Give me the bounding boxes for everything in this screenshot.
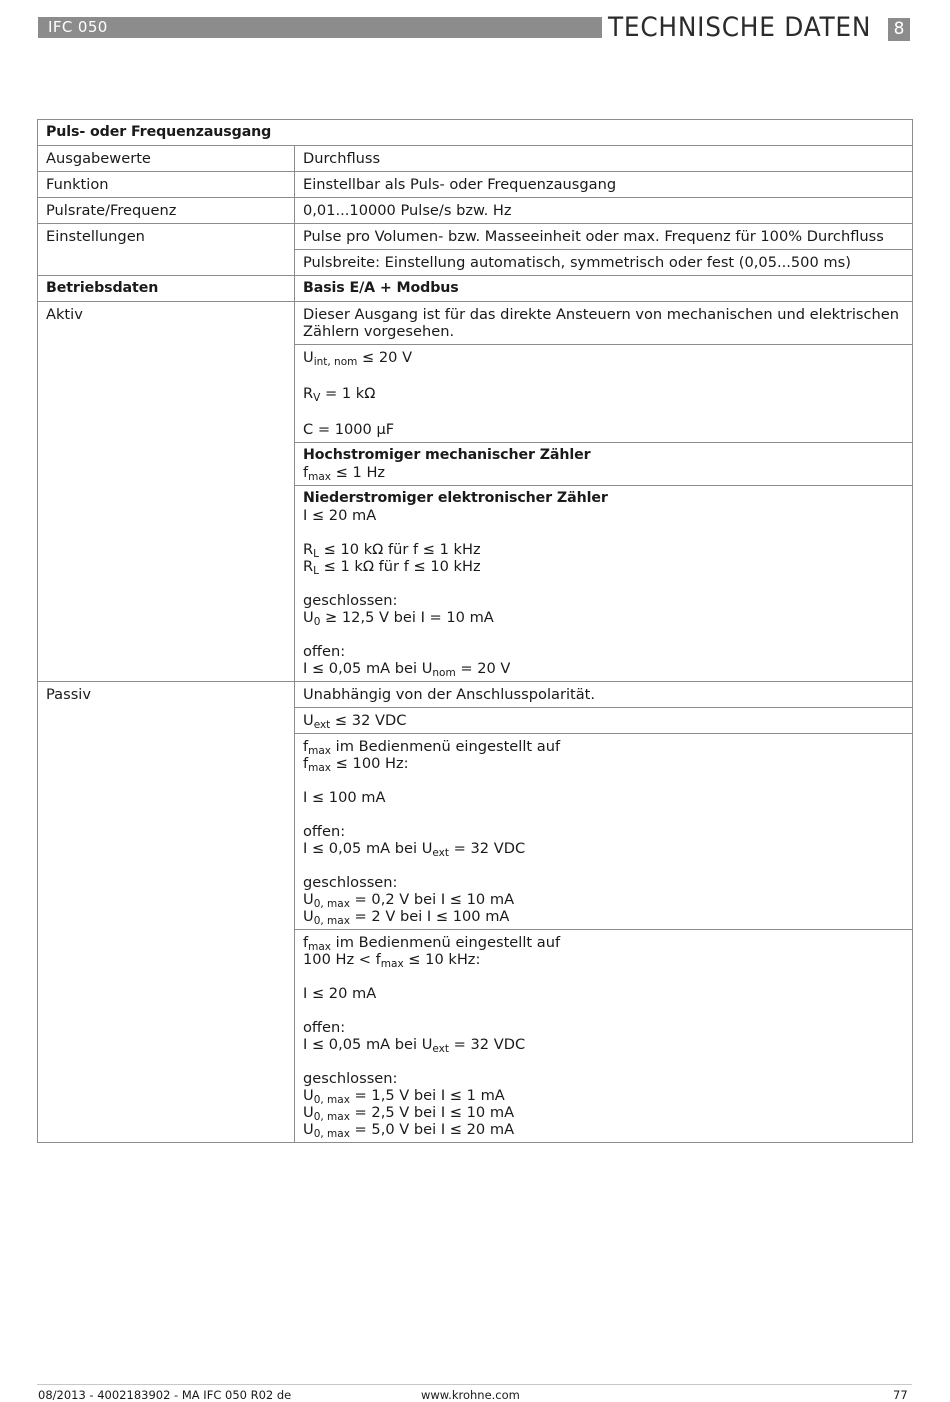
table-row bbox=[38, 172, 913, 198]
spec-table bbox=[37, 119, 913, 1143]
niederstrom-rl-2: $R_L \le 1$ kΩ für f ≤ 10 kHz bbox=[303, 558, 481, 577]
capacitance-line: C = 1000 µF bbox=[303, 421, 395, 438]
passiv-current: I ≤ 20 mA bbox=[303, 985, 377, 1002]
row-value: Durchfluss bbox=[295, 146, 913, 172]
offen-current: I ≤ 0,05 mA bei $U_{nom} = 20$ V bbox=[303, 660, 511, 679]
u0-line: $U_0 \ge 12,5$ V bei I = 10 mA bbox=[303, 609, 494, 628]
row-value: Pulse pro Volumen- bzw. Masseeinheit oder max. Frequenz für 100% Durchfluss bbox=[295, 224, 913, 250]
footer-page-number: 77 bbox=[893, 1388, 908, 1402]
row-value: Einstellbar als Puls- oder Frequenzausgang bbox=[295, 172, 913, 198]
offen-label: offen: bbox=[303, 643, 346, 660]
row-label-aktiv: Aktiv bbox=[38, 302, 295, 682]
row-label: Einstellungen bbox=[38, 224, 295, 276]
header-chapter-number: 8 bbox=[888, 18, 910, 41]
section-title: Puls- oder Frequenzausgang bbox=[38, 120, 913, 146]
header-bar bbox=[38, 17, 602, 38]
row-label: Funktion bbox=[38, 172, 295, 198]
u-int-nom-line: $U_{int, nom} \le 20$ V bbox=[303, 349, 413, 368]
passiv-current: I ≤ 100 mA bbox=[303, 789, 386, 806]
aktiv-parameters bbox=[295, 345, 913, 443]
table-row bbox=[38, 120, 913, 146]
aktiv-intro: Dieser Ausgang ist für das direkte Ansteuern von mechanischen und elektrischen Zählern vorgesehen. bbox=[295, 302, 913, 345]
geschlossen-label: geschlossen: bbox=[303, 592, 398, 609]
passiv-uext: $U_{ext} \le 32$ VDC bbox=[295, 708, 913, 734]
passiv-intro: Unabhängig von der Anschlusspolarität. bbox=[295, 682, 913, 708]
footer-docref: 08/2013 - 4002183902 - MA IFC 050 R02 de bbox=[38, 1388, 292, 1402]
hochstrom-fmax: $f_{max} \le 1$ Hz bbox=[303, 464, 386, 483]
table-row bbox=[38, 146, 913, 172]
footer-divider bbox=[37, 1384, 912, 1385]
row-value-betriebsdaten: Basis E/A + Modbus bbox=[295, 276, 913, 302]
table-row bbox=[38, 682, 913, 708]
row-label: Pulsrate/Frequenz bbox=[38, 198, 295, 224]
row-value: Pulsbreite: Einstellung automatisch, symmetrisch oder fest (0,05...500 ms) bbox=[295, 250, 913, 276]
row-label-betriebsdaten: Betriebsdaten bbox=[38, 276, 295, 302]
row-value: 0,01...10000 Pulse/s bzw. Hz bbox=[295, 198, 913, 224]
geschlossen-label: geschlossen: bbox=[303, 1070, 398, 1087]
table-row bbox=[38, 302, 913, 345]
offen-label: offen: bbox=[303, 1019, 346, 1036]
passiv-block-100hz: $f_{max}$ im Bedienmenü eingestellt auf $f_{max} \le 100$ Hz: I ≤ 100 mA offen: I ≤ 0,05 mA bei $U_{ext} = 32$ VDC geschlossen: $U_{0, max} = 0,2$ V bei I ≤ 10 mA $U_{0, max} = 2$ V bei I ≤ 100 mA bbox=[295, 734, 913, 930]
hochstrom-block bbox=[295, 443, 913, 486]
r-v-line: $R_V = 1$ kΩ bbox=[303, 385, 376, 404]
passiv-block-10khz: $f_{max}$ im Bedienmenü eingestellt auf 100 $Hz < f_{max} \le 10$ kHz: I ≤ 20 mA offen: I ≤ 0,05 mA bei $U_{ext} = 32$ VDC geschlossen: $U_{0, max} = 1,5$ V bei I ≤ 1 mA $U_{0, max} = 2,5$ V bei I ≤ 10 mA $U_{0, max} = 5,0$ V bei I ≤ 20 mA bbox=[295, 930, 913, 1143]
geschlossen-label: geschlossen: bbox=[303, 874, 398, 891]
footer-website-link[interactable]: www.krohne.com bbox=[421, 1388, 520, 1402]
table-row bbox=[38, 198, 913, 224]
niederstrom-current: I ≤ 20 mA bbox=[303, 507, 377, 524]
hochstrom-title: Hochstromiger mechanischer Zähler bbox=[303, 447, 591, 463]
offen-label: offen: bbox=[303, 823, 346, 840]
niederstrom-rl-1: $R_L \le 10$ kΩ für f ≤ 1 kHz bbox=[303, 541, 481, 560]
niederstrom-block bbox=[295, 486, 913, 682]
header-product-name: IFC 050 bbox=[48, 18, 108, 36]
niederstrom-title: Niederstromiger elektronischer Zähler bbox=[303, 490, 608, 506]
table-row bbox=[38, 224, 913, 250]
table-row bbox=[38, 276, 913, 302]
row-label-passiv: Passiv bbox=[38, 682, 295, 1143]
header-chapter-title: TECHNISCHE DATEN bbox=[608, 12, 872, 43]
row-label: Ausgabewerte bbox=[38, 146, 295, 172]
